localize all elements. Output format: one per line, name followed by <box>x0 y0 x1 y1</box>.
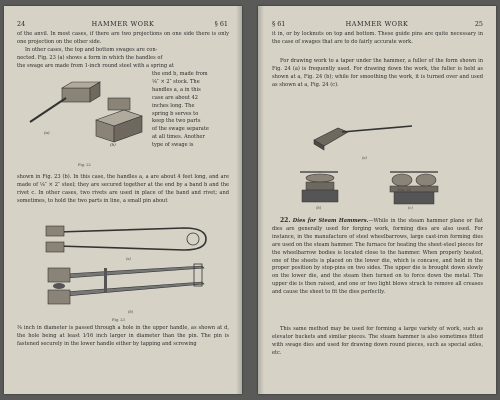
left-page <box>4 6 242 394</box>
paragraph: of the anvil. In most cases, if there are two projections on one side there is only one projection on the other side. <box>17 31 229 45</box>
paragraph: it in, or by locknuts on top and bottom. These guide pins are quite necessary in the case of swages that are to do fairly accurate work. <box>272 31 483 45</box>
figure-23b-swage <box>44 262 214 314</box>
page-number: 24 <box>17 20 26 28</box>
section-mark: § 61 <box>214 20 228 28</box>
running-head: HAMMER WORK <box>345 20 409 28</box>
running-head: HAMMER WORK <box>91 20 155 28</box>
right-page <box>258 6 496 394</box>
paragraph: For drawing work to a taper under the hammer, a fuller of the form shown in Fig. 24 (a) is frequently used. For drawing down the work, the fuller is held as shown at a, Fig. 24 (b); while for smoothing the work, it is turned over and used as shown at a, Fig. 24 (c). <box>272 58 483 88</box>
page-number: 25 <box>474 20 483 28</box>
section-mark: § 61 <box>272 20 286 28</box>
paragraph: In other cases, the top and bottom swages are con- nected. Fig. 23 (a) shows a form in which the handles of the swage are made from 1-inch round steel with a spring at <box>17 47 174 69</box>
figure-label: (b) <box>110 142 116 147</box>
figure-23a-swage <box>44 222 214 256</box>
figure-24c-label: (c) <box>408 206 413 210</box>
figure-24b-label: (b) <box>316 206 322 210</box>
gutter-shadow <box>236 6 242 394</box>
section-number: 22. <box>280 217 291 224</box>
paragraph: This same method may be used for forming a large variety of work, such as elevator buckets and similar pieces. The steam hammer is also sometimes fitted with swage dies and used for drawing down round pieces, such as special axles, etc. <box>272 326 483 356</box>
figure-23-caption: Fig. 23 <box>112 318 125 322</box>
figure-22-swage <box>24 76 146 162</box>
paragraph: shown in Fig. 23 (b). In this case, the handles a, a are about 4 feet long, and are made of ⅛″ × 2″ steel; they are secured together at the end by a band b and the rivet c. In other cases, two rivets are used in place of the band and rivet; and sometimes, to hold the two parts in line, a small pin about <box>17 174 229 204</box>
figure-22-caption: Fig. 22 <box>78 163 91 167</box>
figure-23a-label: (a) <box>126 257 131 261</box>
paragraph-wrapped: the end b, made from ⅛″ × 2″ stock. The handles a, a in this case are about 42 inches long. The spring b serves to keep the two parts of the swage separate at all times. Another type of swage is <box>152 71 209 149</box>
section-paragraph: 22. Dies for Steam Hammers.—While in the steam hammer plane or flat dies are generally used for forging work, forming dies are also used. For instance, in the manufacture of steel wheelbarrows, large cast-iron forming dies are used on the steam hammer. The furnace for heating the sheet-steel pieces for the wheelbarrow bodies is located close to the hammer. When properly heated, one of the sheets is placed on the lower die, which is concave, and held in the proper position by stop-pins on two sides. The upper die is brought down slowly on the lower die, and the steam then turned on to force down the metal. The upper die is then raised, and one or two light blows struck to remove all creases and cause the sheet to fit the dies perfectly. <box>272 217 483 296</box>
paragraph: ⅜ inch in diameter is passed through a hole in the upper handle, as shown at d, the hole being at least 1⁄16 inch larger in diameter than the pin. The pin is fastened securely in the lower handle either by tapping and screwing <box>17 325 229 347</box>
figure-24a-fuller <box>308 118 418 158</box>
figure-24-caption: Fig. 24 <box>398 188 411 192</box>
figure-24b-24c-fuller-use <box>298 166 458 212</box>
gutter-shadow <box>258 6 264 394</box>
figure-23b-label: (b) <box>128 310 134 314</box>
section-title: Dies for Steam Hammers. <box>292 218 369 224</box>
figure-24a-label: (a) <box>362 156 367 160</box>
figure-label: (a) <box>44 130 50 135</box>
figure-24b <box>300 172 338 202</box>
